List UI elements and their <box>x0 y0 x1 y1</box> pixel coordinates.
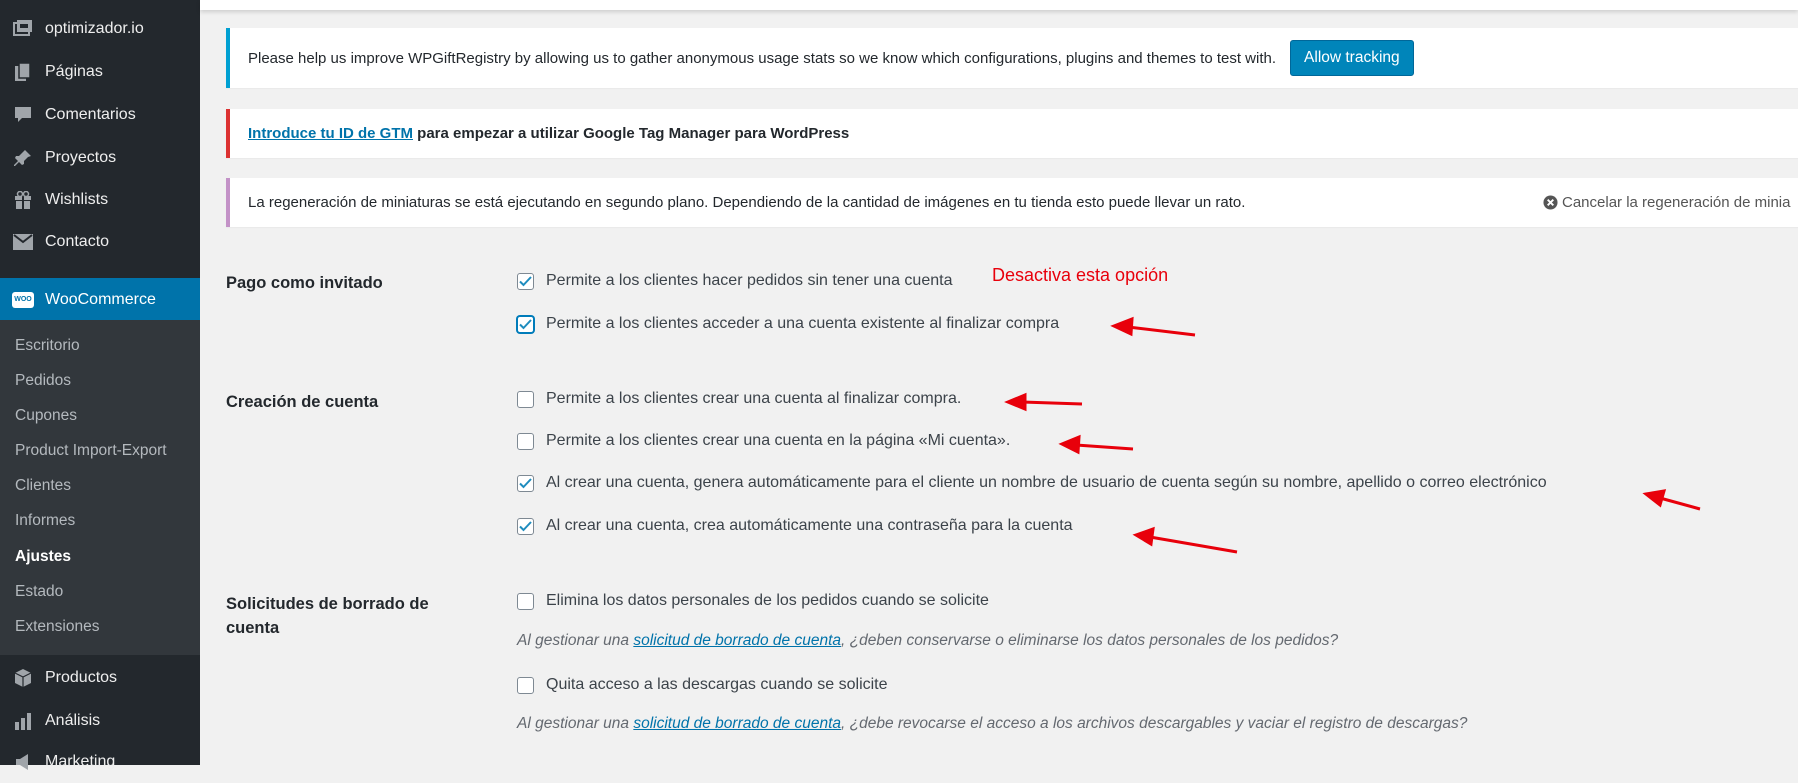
annotation-arrow <box>1022 402 1082 404</box>
submenu-item-informes[interactable]: Informes <box>15 512 76 529</box>
annotation-arrow <box>1076 445 1133 449</box>
thumbnail-notice-text: La regeneración de miniaturas se está ejecutando en segundo plano. Dependiendo de la cantidad de imágenes en tu tienda esto puede llevar un rato. <box>248 194 1246 211</box>
erasure-requests-label: Solicitudes de borrado de cuenta <box>226 595 429 637</box>
menu-label: Comentarios <box>45 106 136 123</box>
auto-username-text: Al crear una cuenta, genera automáticamente para el cliente un nombre de usuario de cuenta según su nombre, apellido o correo electrónico <box>546 474 1547 491</box>
desc2-post: , ¿debe revocarse el acceso a los archivos descargables y vaciar el registro de descargas? <box>841 715 1468 732</box>
remove-downloads-text: Quita acceso a las descargas cuando se solicite <box>546 676 888 693</box>
tracking-notice-text: Please help us improve WPGiftRegistry by allowing us to gather anonymous usage stats so we know which configurations, plugins and themes to test with. <box>248 49 1277 67</box>
annotation-arrow-head <box>1136 529 1153 544</box>
auto-password-text: Al crear una cuenta, crea automáticamente una contraseña para la cuenta <box>546 517 1073 534</box>
menu-label: Proyectos <box>45 149 117 166</box>
desc1-pre: Al gestionar una <box>517 632 634 649</box>
submenu-item-cupones[interactable]: Cupones <box>15 407 78 424</box>
create-at-myaccount-text: Permite a los clientes crear una cuenta en la página «Mi cuenta». <box>546 432 1011 449</box>
menu-label: Wishlists <box>45 191 109 208</box>
annotation-arrow-head <box>1008 395 1025 409</box>
erasure-request-link-2[interactable]: solicitud de borrado de cuenta <box>633 715 841 732</box>
submenu-item-extensiones[interactable]: Extensiones <box>15 618 100 635</box>
annotation-text: Desactiva esta opción <box>992 265 1169 285</box>
annotation-arrow-head <box>1646 491 1664 505</box>
desc1-post: , ¿deben conservarse o eliminarse los datos personales de los pedidos? <box>841 632 1339 649</box>
guest-checkout-label: Pago como invitado <box>226 274 383 292</box>
guest-login-text: Permite a los clientes acceder a una cuenta existente al finalizar compra <box>546 315 1060 332</box>
menu-label: Análisis <box>45 712 101 729</box>
menu-label: Productos <box>45 669 118 686</box>
menu-label: Marketing <box>45 753 116 770</box>
guest-order-text: Permite a los clientes hacer pedidos sin tener una cuenta <box>546 272 953 289</box>
woo-icon-text: WOO <box>12 292 34 308</box>
submenu-item-estado[interactable]: Estado <box>15 583 64 600</box>
gtm-notice-rest: para empezar a utilizar Google Tag Manager para WordPress <box>413 125 850 142</box>
annotation-arrow <box>1660 498 1700 509</box>
annotation-arrow <box>1150 537 1237 552</box>
annotation-arrow-head <box>1114 319 1132 334</box>
create-at-checkout-text: Permite a los clientes crear una cuenta al finalizar compra. <box>546 390 962 407</box>
allow-tracking-button[interactable]: Allow tracking <box>1290 40 1414 76</box>
menu-label: WooCommerce <box>45 291 156 308</box>
desc2-pre: Al gestionar una <box>517 715 634 732</box>
gtm-id-link[interactable]: Introduce tu ID de GTM <box>248 125 413 142</box>
menu-label: Páginas <box>45 63 103 80</box>
remove-order-data-text: Elimina los datos personales de los pedidos cuando se solicite <box>546 592 989 609</box>
submenu-item-pedidos[interactable]: Pedidos <box>15 372 72 389</box>
annotation-arrow <box>1128 327 1195 335</box>
submenu-item-import-export[interactable]: Product Import-Export <box>15 442 167 459</box>
submenu-item-clientes[interactable]: Clientes <box>15 477 71 494</box>
cancel-regeneration-text: Cancelar la regeneración de minia <box>1562 194 1791 211</box>
submenu-item-ajustes[interactable]: Ajustes <box>15 548 71 565</box>
erasure-request-link[interactable]: solicitud de borrado de cuenta <box>633 632 841 649</box>
submenu-item-escritorio[interactable]: Escritorio <box>15 337 80 354</box>
annotation-arrow-head <box>1062 437 1079 452</box>
menu-label: Contacto <box>45 233 110 250</box>
account-creation-label: Creación de cuenta <box>226 393 379 411</box>
menu-label: optimizador.io <box>45 20 144 37</box>
